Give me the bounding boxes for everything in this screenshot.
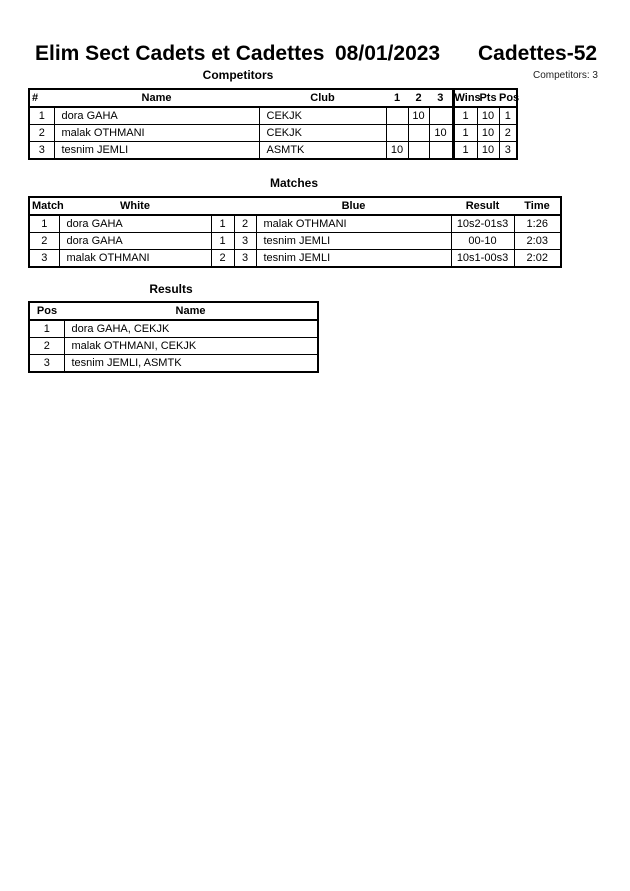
competitor-wins: 1 <box>453 125 477 142</box>
score-vs-3 <box>429 107 453 125</box>
blue-competitor-num: 2 <box>234 215 256 233</box>
competitor-pts: 10 <box>477 107 499 125</box>
result-name: dora GAHA, CEKJK <box>64 320 318 338</box>
match-number: 2 <box>29 233 59 250</box>
col-header-club: Club <box>259 89 386 107</box>
white-competitor: dora GAHA <box>59 215 211 233</box>
result-pos: 1 <box>29 320 64 338</box>
match-number: 3 <box>29 250 59 268</box>
competitor-row <box>29 142 517 160</box>
competitors-heading: Competitors <box>202 68 274 82</box>
match-row <box>29 233 561 250</box>
match-row <box>29 215 561 233</box>
matches-heading: Matches <box>269 176 319 190</box>
competitor-num: 3 <box>29 142 54 160</box>
result-row <box>29 355 318 373</box>
white-competitor: dora GAHA <box>59 233 211 250</box>
competitor-wins: 1 <box>453 107 477 125</box>
matches-header-row <box>29 197 561 215</box>
competitor-row <box>29 107 517 125</box>
blue-competitor: tesnim JEMLI <box>256 233 451 250</box>
white-competitor-num: 1 <box>211 233 234 250</box>
blue-competitor: tesnim JEMLI <box>256 250 451 268</box>
competitor-pos: 1 <box>499 107 517 125</box>
match-time: 2:02 <box>514 250 561 268</box>
score-vs-1 <box>386 107 408 125</box>
matches-table <box>28 196 562 268</box>
competitor-name: tesnim JEMLI <box>54 142 259 160</box>
col-header-result: Result <box>451 197 514 215</box>
page-header <box>35 42 598 65</box>
match-row <box>29 250 561 268</box>
result-row <box>29 338 318 355</box>
result-name: tesnim JEMLI, ASMTK <box>64 355 318 373</box>
competitors-count: Competitors: 3 <box>532 70 598 81</box>
competitors-table <box>28 88 518 160</box>
col-header-num: # <box>29 89 54 107</box>
col-header-white: White <box>59 197 211 215</box>
col-header-pos: Pos <box>29 302 64 320</box>
col-header-white-num <box>211 197 234 215</box>
competitor-club: ASMTK <box>259 142 386 160</box>
competitor-num: 2 <box>29 125 54 142</box>
blue-competitor-num: 3 <box>234 233 256 250</box>
result-pos: 2 <box>29 338 64 355</box>
col-header-name: Name <box>54 89 259 107</box>
result-name: malak OTHMANI, CEKJK <box>64 338 318 355</box>
score-vs-3 <box>429 142 453 160</box>
match-time: 2:03 <box>514 233 561 250</box>
col-header-2: 2 <box>408 89 429 107</box>
score-vs-3: 10 <box>429 125 453 142</box>
match-result: 00-10 <box>451 233 514 250</box>
col-header-match: Match <box>29 197 59 215</box>
competitor-pos: 3 <box>499 142 517 160</box>
event-date: 08/01/2023 <box>335 42 441 65</box>
competitor-num: 1 <box>29 107 54 125</box>
competitor-pts: 10 <box>477 142 499 160</box>
white-competitor: malak OTHMANI <box>59 250 211 268</box>
col-header-time: Time <box>514 197 561 215</box>
blue-competitor-num: 3 <box>234 250 256 268</box>
result-row <box>29 320 318 338</box>
competitor-wins: 1 <box>453 142 477 160</box>
col-header-blue-num <box>234 197 256 215</box>
page-title: Elim Sect Cadets et Cadettes <box>35 42 325 65</box>
competitors-header-row <box>29 89 517 107</box>
score-vs-2: 10 <box>408 107 429 125</box>
score-vs-2 <box>408 125 429 142</box>
match-result: 10s1-00s3 <box>451 250 514 268</box>
competitor-club: CEKJK <box>259 107 386 125</box>
match-number: 1 <box>29 215 59 233</box>
category-label: Cadettes-52 <box>478 42 598 65</box>
col-header-3: 3 <box>429 89 453 107</box>
match-time: 1:26 <box>514 215 561 233</box>
result-pos: 3 <box>29 355 64 373</box>
competitor-pos: 2 <box>499 125 517 142</box>
results-table <box>28 301 319 373</box>
col-header-pts: Pts <box>477 89 499 107</box>
blue-competitor: malak OTHMANI <box>256 215 451 233</box>
score-vs-1 <box>386 125 408 142</box>
competitor-name: malak OTHMANI <box>54 125 259 142</box>
col-header-blue: Blue <box>256 197 451 215</box>
score-vs-1: 10 <box>386 142 408 160</box>
white-competitor-num: 1 <box>211 215 234 233</box>
results-header-row <box>29 302 318 320</box>
competitor-row <box>29 125 517 142</box>
competitor-name: dora GAHA <box>54 107 259 125</box>
match-result: 10s2-01s3 <box>451 215 514 233</box>
competitor-pts: 10 <box>477 125 499 142</box>
results-heading: Results <box>149 282 193 296</box>
col-header-pos: Pos <box>499 89 517 107</box>
competitor-club: CEKJK <box>259 125 386 142</box>
white-competitor-num: 2 <box>211 250 234 268</box>
col-header-name: Name <box>64 302 318 320</box>
col-header-wins: Wins <box>453 89 477 107</box>
col-header-1: 1 <box>386 89 408 107</box>
score-vs-2 <box>408 142 429 160</box>
